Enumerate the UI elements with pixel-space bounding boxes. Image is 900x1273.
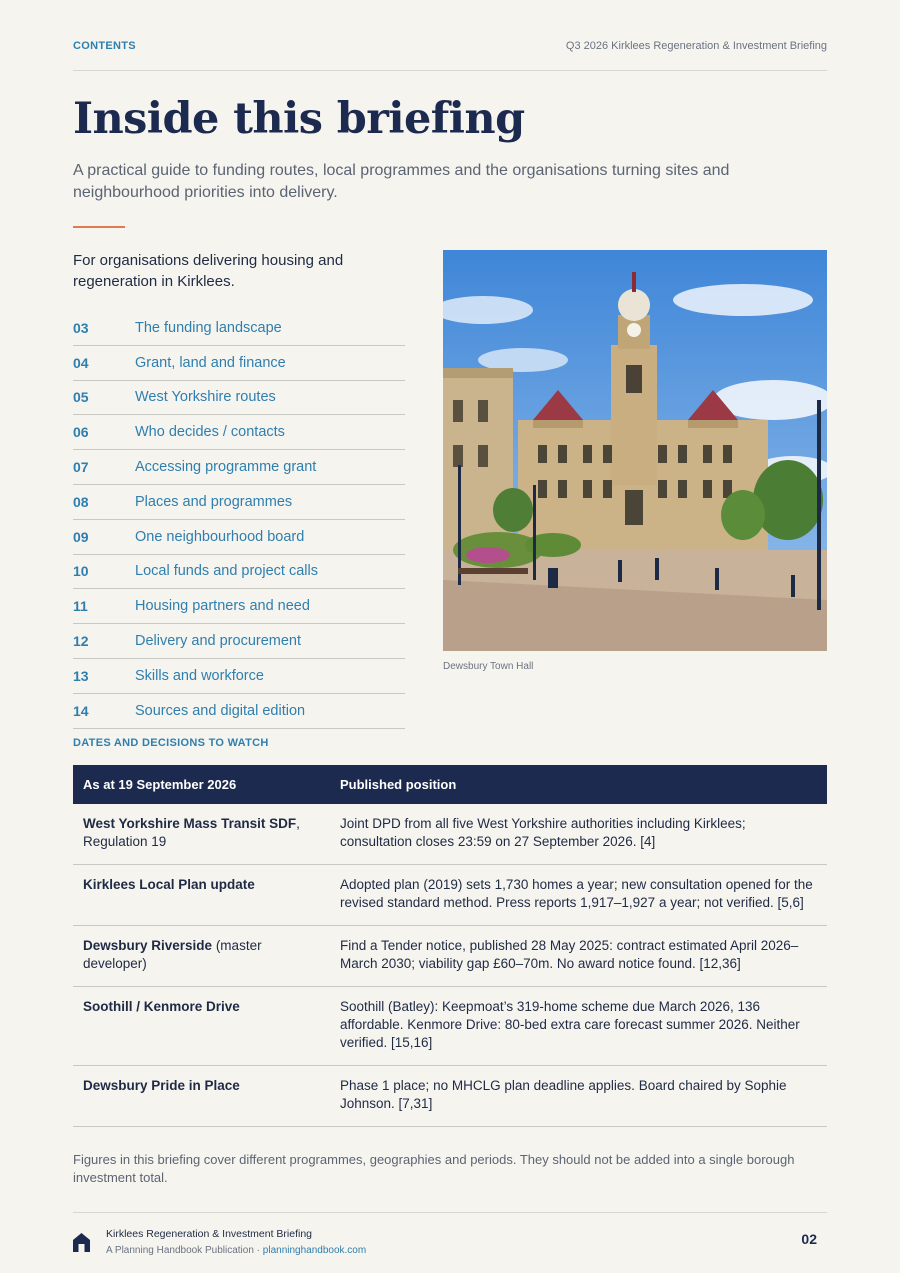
toc-label: West Yorkshire routes	[135, 389, 276, 406]
toc-page-number: 07	[73, 459, 89, 476]
toc-item[interactable]	[73, 520, 405, 555]
toc-page-number: 05	[73, 389, 89, 406]
toc-item[interactable]	[73, 659, 405, 694]
toc-page-number: 14	[73, 702, 89, 719]
footer	[73, 1212, 827, 1273]
toc-item[interactable]	[73, 555, 405, 590]
table-row	[73, 804, 827, 865]
page-title: Inside this briefing	[73, 94, 525, 144]
item-suffix: (master developer)	[83, 938, 262, 971]
toc-label: The funding landscape	[135, 319, 282, 336]
top-bar	[73, 38, 827, 71]
toc-item[interactable]	[73, 311, 405, 346]
table-header-date: As at 19 September 2026	[73, 765, 330, 804]
item-cell	[73, 987, 330, 1066]
toc-label: Delivery and procurement	[135, 633, 302, 650]
toc-page-number: 10	[73, 563, 89, 580]
toc-item[interactable]	[73, 694, 405, 729]
item-cell	[73, 865, 330, 926]
toc-page-number: 03	[73, 319, 89, 336]
toc-label: One neighbourhood board	[135, 528, 305, 545]
toc-label: Local funds and project calls	[135, 563, 318, 580]
toc-page-number: 08	[73, 493, 89, 510]
page-number: 02	[801, 1231, 817, 1247]
item-cell	[73, 926, 330, 987]
table-row	[73, 926, 827, 987]
table-row	[73, 865, 827, 926]
toc-page-number: 13	[73, 667, 89, 684]
toc-item[interactable]	[73, 624, 405, 659]
item-cell	[73, 804, 330, 865]
item-name: West Yorkshire Mass Transit SDF	[83, 816, 297, 831]
toc-item[interactable]	[73, 415, 405, 450]
dates-table	[73, 765, 827, 1127]
section-tag: CONTENTS	[73, 40, 136, 52]
image-caption: Dewsbury Town Hall	[443, 661, 534, 672]
item-name: Soothill / Kenmore Drive	[83, 999, 240, 1014]
toc-item[interactable]	[73, 346, 405, 381]
footer-subtitle	[106, 1245, 366, 1256]
item-name: Kirklees Local Plan update	[83, 877, 255, 892]
intro-text: For organisations delivering housing and regeneration in Kirklees.	[73, 252, 344, 290]
table-row	[73, 987, 827, 1066]
toc-item[interactable]	[73, 450, 405, 485]
position-cell: Phase 1 place; no MHCLG plan deadline applies. Board chaired by Sophie Johnson. [7,31]	[330, 1066, 827, 1127]
table-header-row	[73, 765, 827, 804]
item-name: Dewsbury Riverside	[83, 938, 213, 953]
item-suffix: , Regulation 19	[83, 816, 300, 849]
footer-publisher: A Planning Handbook Publication ·	[106, 1245, 263, 1256]
page	[73, 0, 827, 1273]
running-title: Q3 2026 Kirklees Regeneration & Investment Briefing	[565, 40, 827, 52]
toc-page-number: 11	[73, 598, 88, 615]
toc-label: Housing partners and need	[135, 598, 310, 615]
toc-item[interactable]	[73, 485, 405, 520]
town-hall-photo	[443, 250, 827, 651]
publisher-logo-icon	[73, 1233, 90, 1252]
item-name: Dewsbury Pride in Place	[83, 1078, 240, 1093]
dates-section-heading: DATES AND DECISIONS TO WATCH	[73, 737, 269, 749]
toc-label: Who decides / contacts	[135, 424, 285, 441]
toc-label: Skills and workforce	[135, 667, 264, 684]
toc-label: Places and programmes	[135, 493, 293, 510]
toc-page-number: 06	[73, 424, 89, 441]
footnote: Figures in this briefing cover different programmes, geographies and periods. They should not be added into a single borough investment total.	[73, 1152, 795, 1185]
toc-label: Accessing programme grant	[135, 459, 317, 476]
toc-item[interactable]	[73, 381, 405, 416]
footer-website-link[interactable]: planninghandbook.com	[262, 1245, 367, 1256]
item-cell	[73, 1066, 330, 1127]
position-cell: Find a Tender notice, published 28 May 2025: contract estimated April 2026–March 2030; viability gap £60–70m. No award notice found. [12,36]	[330, 926, 827, 987]
toc-page-number: 04	[73, 354, 89, 371]
position-cell: Adopted plan (2019) sets 1,730 homes a year; new consultation opened for the revised standard method. Press reports 1,917–1,927 a year; not verified. [5,6]	[330, 865, 827, 926]
page-subtitle: A practical guide to funding routes, local programmes and the organisations turning sites and neighbourhood priorities into delivery.	[73, 162, 730, 201]
toc-item[interactable]	[73, 589, 405, 624]
position-cell: Soothill (Batley): Keepmoat’s 319-home scheme due March 2026, 136 affordable. Kenmore Drive: 80-bed extra care forecast summer 2026. Neither verified. [15,16]	[330, 987, 827, 1066]
toc-label: Sources and digital edition	[135, 702, 306, 719]
toc-page-number: 12	[73, 633, 89, 650]
footer-title: Kirklees Regeneration & Investment Briefing	[106, 1228, 313, 1240]
table-row	[73, 1066, 827, 1127]
table-header-position: Published position	[330, 765, 827, 804]
position-cell: Joint DPD from all five West Yorkshire authorities including Kirklees; consultation closes 23:59 on 27 September 2026. [4]	[330, 804, 827, 865]
toc-page-number: 09	[73, 528, 89, 545]
table-of-contents	[73, 311, 405, 729]
accent-rule	[73, 226, 125, 228]
toc-label: Grant, land and finance	[135, 354, 286, 371]
